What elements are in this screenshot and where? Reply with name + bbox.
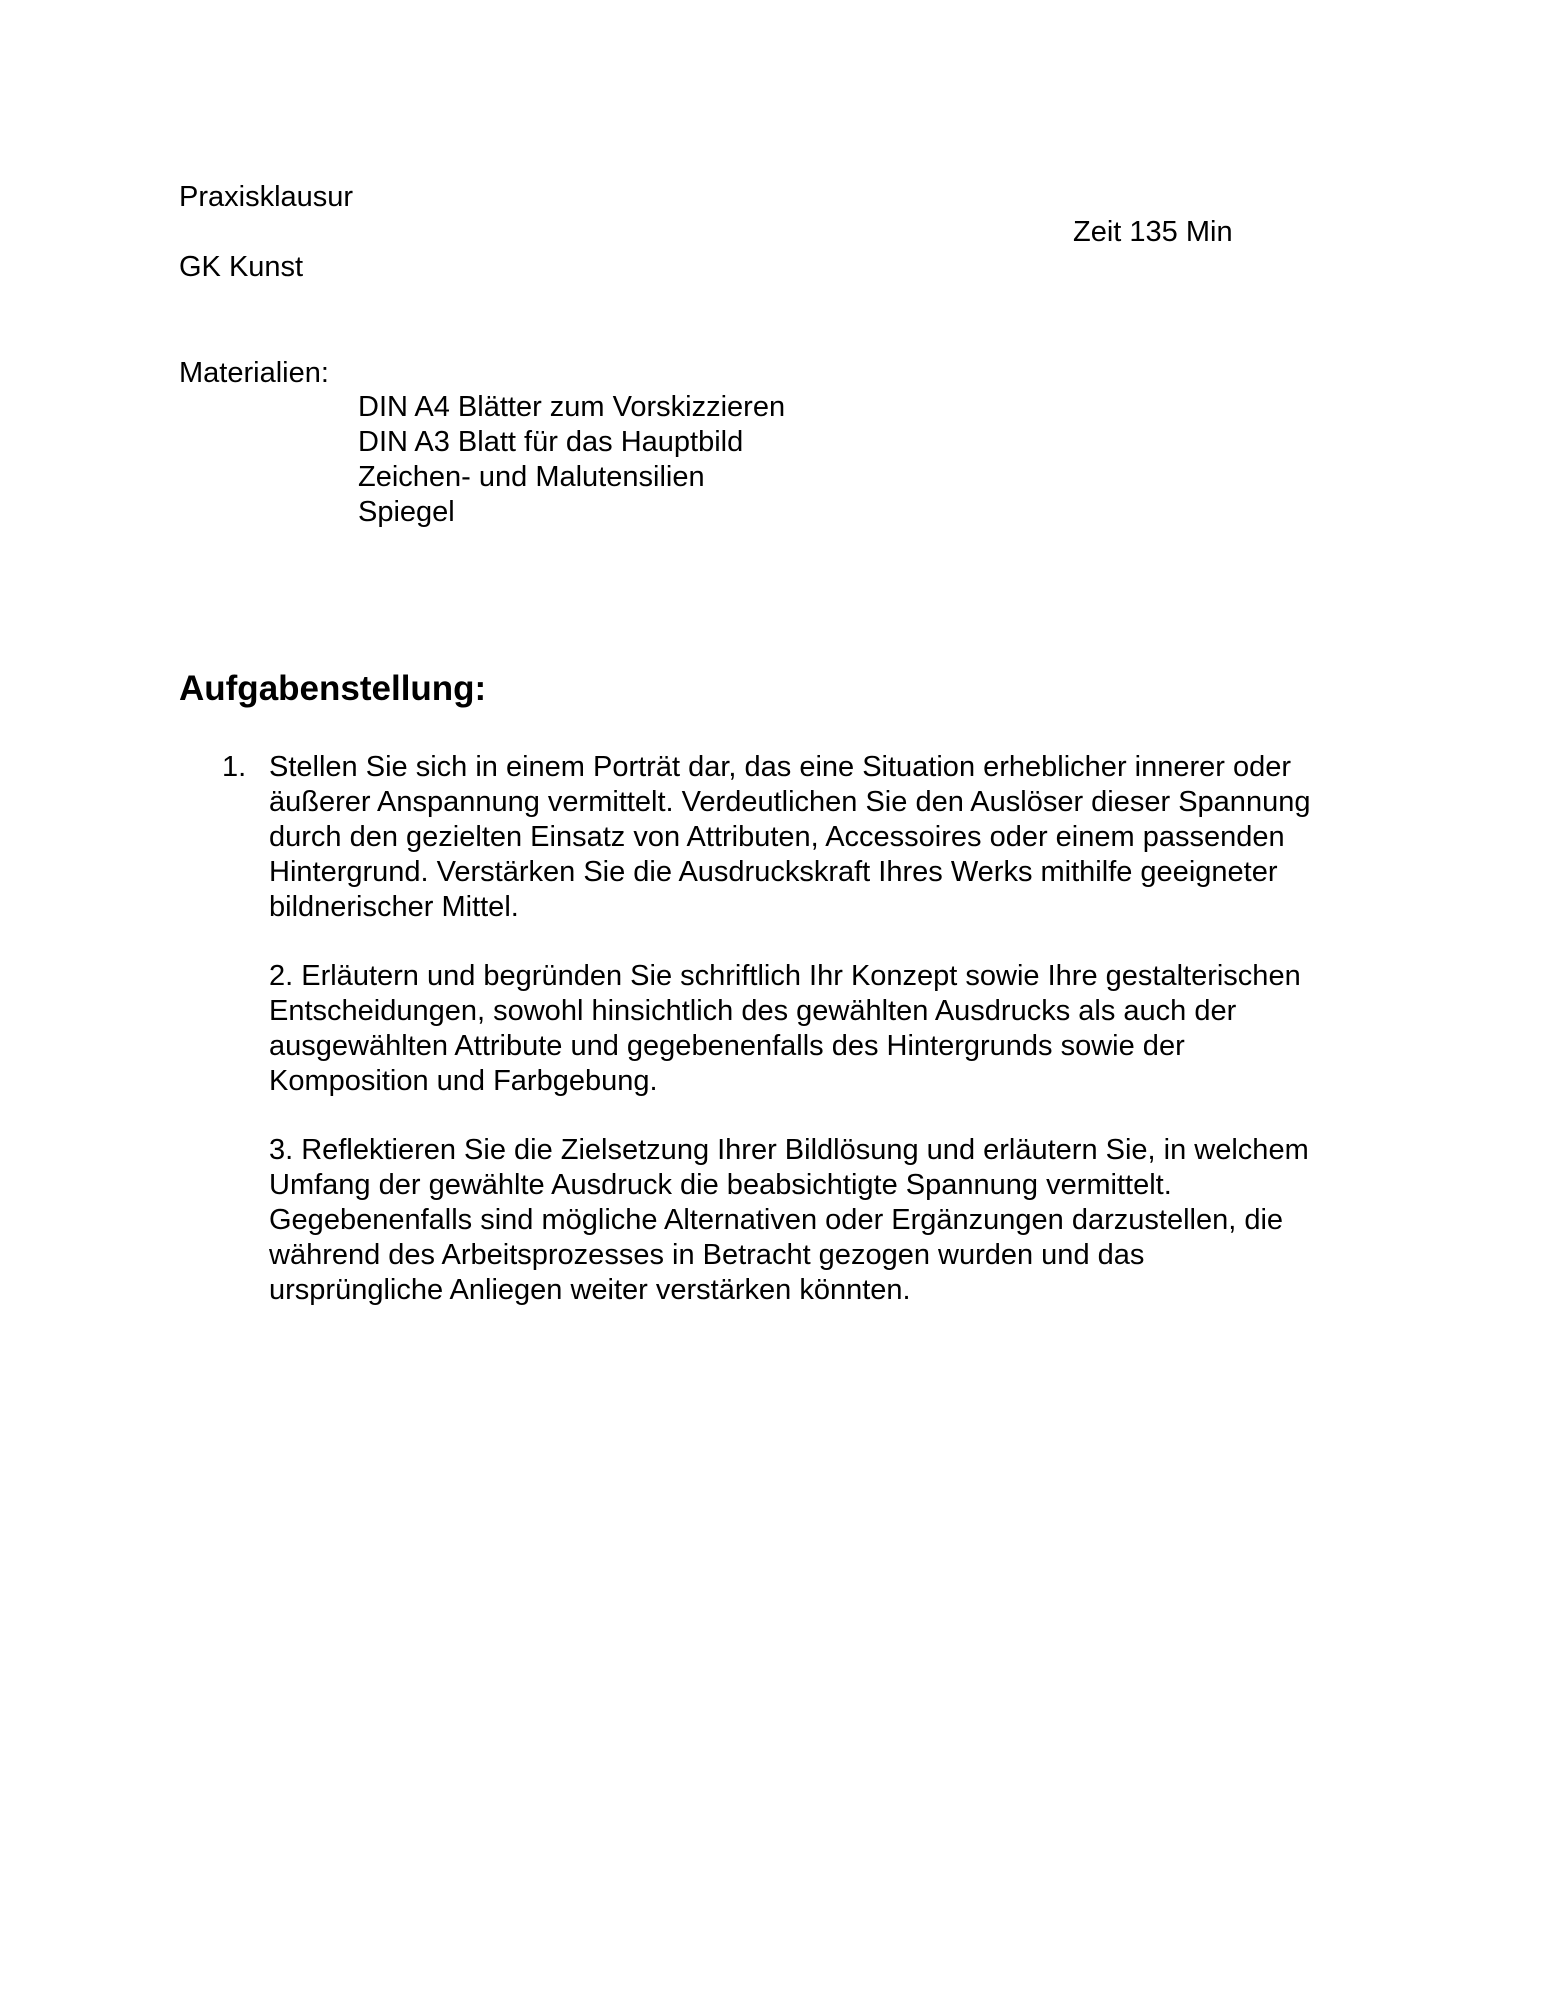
materials-item: Zeichen- und Malutensilien: [358, 461, 705, 493]
exam-title: Praxisklausur: [179, 181, 354, 213]
task-1-number: 1.: [222, 751, 247, 783]
task-2-text: [269, 959, 1389, 1099]
materials-item: DIN A4 Blätter zum Vorskizzieren: [358, 391, 786, 423]
course-name: GK Kunst: [179, 251, 304, 283]
task-1-line: bildnerischer Mittel.: [269, 891, 519, 923]
materials-list: [358, 390, 785, 530]
task-3-line: 3. Reflektieren Sie die Zielsetzung Ihrer Bildlösung und erläutern Sie, in welchem: [269, 1134, 1309, 1166]
task-3-line: Umfang der gewählte Ausdruck die beabsichtigte Spannung vermittelt.: [269, 1169, 1172, 1201]
task-1-text: [269, 750, 1389, 925]
assignment-heading: Aufgabenstellung:: [179, 669, 487, 708]
task-1-line: Hintergrund. Verstärken Sie die Ausdruckskraft Ihres Werks mithilfe geeigneter: [269, 856, 1278, 888]
task-3-line: ursprüngliche Anliegen weiter verstärken könnten.: [269, 1274, 911, 1306]
materials-label: Materialien:: [179, 357, 329, 389]
task-2-line: Entscheidungen, sowohl hinsichtlich des gewählten Ausdrucks als auch der: [269, 995, 1237, 1027]
exam-duration: Zeit 135 Min: [1073, 216, 1233, 248]
task-1-line: durch den gezielten Einsatz von Attributen, Accessoires oder einem passenden: [269, 821, 1285, 853]
task-1-line: Stellen Sie sich in einem Porträt dar, das eine Situation erheblicher innerer oder: [269, 751, 1292, 783]
task-2-line: 2. Erläutern und begründen Sie schriftlich Ihr Konzept sowie Ihre gestalterischen: [269, 960, 1301, 992]
task-1-line: äußerer Anspannung vermittelt. Verdeutlichen Sie den Auslöser dieser Spannung: [269, 786, 1311, 818]
materials-item: Spiegel: [358, 496, 455, 528]
task-2-line: ausgewählten Attribute und gegebenenfalls des Hintergrunds sowie der: [269, 1030, 1185, 1062]
materials-item: DIN A3 Blatt für das Hauptbild: [358, 426, 744, 458]
task-2-line: Komposition und Farbgebung.: [269, 1065, 658, 1097]
task-3-line: während des Arbeitsprozesses in Betracht gezogen wurden und das: [269, 1239, 1145, 1271]
task-3-line: Gegebenenfalls sind mögliche Alternativen oder Ergänzungen darzustellen, die: [269, 1204, 1284, 1236]
task-3-text: [269, 1133, 1389, 1308]
